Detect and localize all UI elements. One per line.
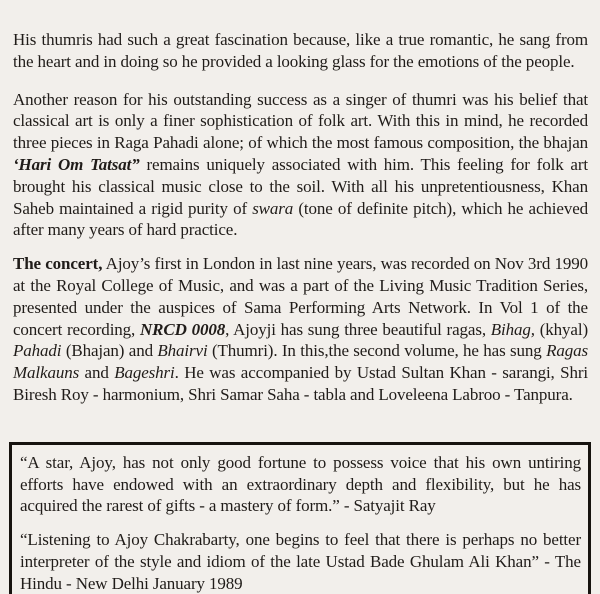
text-run-normal: Ajoy’s first in London in last nine years, was recorded on Nov 3rd 1990 at the Royal College of Music, and was a part of the Living Music Tradition Series, presented under the auspices of Sama Performing Arts Network. In Vol 1 of the concert recording, xyxy=(13,254,589,339)
text-run-italic: Pahadi xyxy=(13,341,62,361)
text-run-italic: Ragas Malkauns xyxy=(13,341,588,383)
quote-the-hindu: “Listening to Ajoy Chakrabarty, one begins to feel that there is perhaps no better interpreter of the style and idiom of the late Ustad Bade Ghulam Ali Khan” - The Hindu - New Delhi January 1989 xyxy=(20,530,581,593)
text-run-normal: (Thumri). In this,the second volume, he has sung xyxy=(207,341,547,361)
quote-satyajit-ray: “A star, Ajoy, has not only good fortune to possess voice that his own untiring efforts have endowed with an extraordinary depth and flexibility, but he has acquired the rarest of gifts - a mastery of form.” - Satyajit Ray xyxy=(20,452,581,516)
text-run-normal: Another reason for his outstanding success as a singer of thumri was his belief that classical art is only a finer sophistication of folk art. With this in mind, he recorded three pieces in Raga Pahadi alone; of which the most famous composition, the bhajan xyxy=(13,89,588,153)
text-run-italic: Bageshri xyxy=(114,363,175,383)
paragraph-the-concert xyxy=(13,253,588,406)
text-run-italic: Bihag, xyxy=(490,319,535,339)
text-run-normal: and xyxy=(79,363,115,383)
text-run-normal: (tone of definite pitch), which he achieved after many years of hard practice. xyxy=(13,198,588,240)
paragraph-intro xyxy=(13,29,588,73)
text-run-italic: Bhairvi xyxy=(157,341,208,361)
text-run-normal: (Bhajan) and xyxy=(61,341,158,361)
text-run-normal: , Ajoyji has sung three beautiful ragas, xyxy=(225,319,491,339)
text-run-normal: . He was accompanied by Ustad Sultan Khan - sarangi, Shri Biresh Roy - harmonium, Shri Samar Saha - tabla and Loveleena Labroo - Tanpura. xyxy=(13,363,588,404)
text-run-bold-italic: NRCD 0008 xyxy=(140,319,226,339)
text-run-normal: remains uniquely associated with him. This feeling for folk art brought his classical music close to the soil. With all his unpretentiousness, Khan Saheb maintained a rigid purity of xyxy=(13,154,588,218)
text-run-bold: The concert, xyxy=(13,254,103,274)
press-quotes-box xyxy=(9,442,591,594)
text-run-italic: swara xyxy=(252,198,294,218)
paragraph-folk-art xyxy=(13,89,588,242)
text-run-normal: (khyal) xyxy=(534,319,588,339)
text-run-normal: His thumris had such a great fascination because, like a true romantic, he sang from the heart and in doing so he provided a looking glass for the emotions of the people. xyxy=(13,30,588,71)
text-run-bold-italic: ‘Hari Om Tatsat” xyxy=(13,154,140,174)
